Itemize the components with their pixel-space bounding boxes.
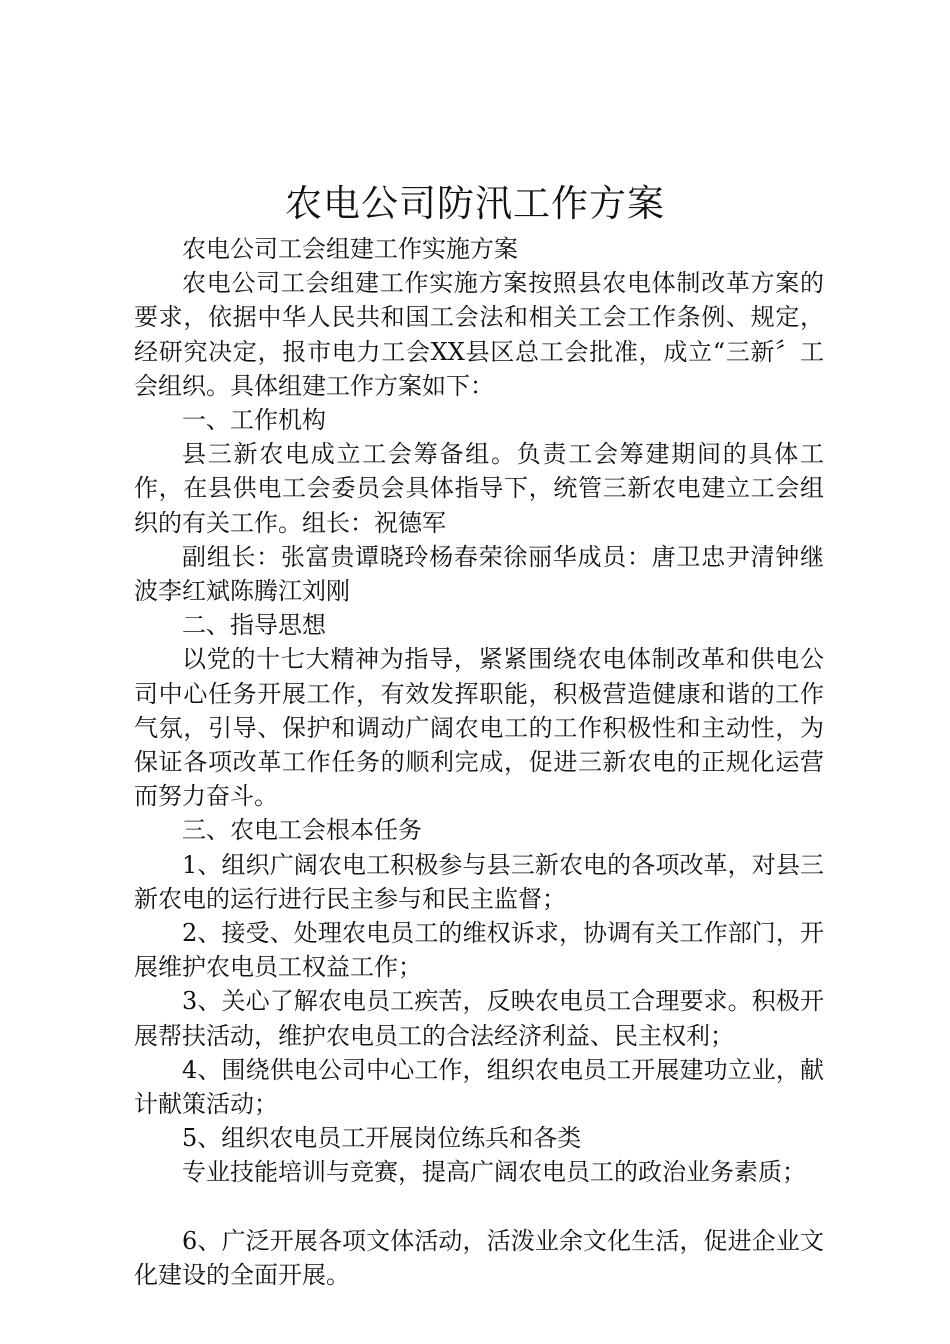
paragraph-guiding-thought: 以党的十七大精神为指导，紧紧围绕农电体制改革和供电公司中心任务开展工作，有效发挥职能，积极营造健康和谐的工作气氛，引导、保护和调动广阔农电工的工作积极性和主动性，为保证各项改革工作任务的顺利完成，促进三新农电的正规化运营而努力奋斗。	[134, 645, 824, 811]
task-item-5-continued: 专业技能培训与竞赛，提高广阔农电员工的政治业务素质；	[182, 1158, 806, 1187]
task-item-4: 4、围绕供电公司中心工作，组织农电员工开展建功立业，献计献策活动；	[134, 1055, 824, 1119]
section-heading-basic-tasks: 三、农电工会根本任务	[182, 816, 422, 845]
document-body	[134, 232, 824, 1292]
task-item-1: 1、组织广阔农电工积极参与县三新农电的各项改革，对县三新农电的运行进行民主参与和民主监督；	[134, 850, 824, 913]
paragraph-intro: 农电公司工会组建工作实施方案按照县农电体制改革方案的要求，依据中华人民共和国工会法和相关工会工作条例、规定，经研究决定，报市电力工会XX县区总工会批准，成立“三新〞工会组织。具体组建工作方案如下：	[134, 269, 824, 400]
document-title: 农电公司防汛工作方案	[285, 182, 665, 225]
paragraph-subtitle: 农电公司工会组建工作实施方案	[182, 235, 518, 263]
task-item-6: 6、广泛开展各项文体活动，活泼业余文化生活，促进企业文化建设的全面开展。	[134, 1226, 824, 1289]
task-item-3: 3、关心了解农电员工疾苦，反映农电员工合理要求。积极开展帮扶活动，维护农电员工的合法经济利益、民主权利；	[134, 987, 824, 1050]
section-heading-guiding-thought: 二、指导思想	[182, 611, 326, 640]
paragraph-members: 副组长：张富贵谭晓玲杨春荣徐丽华成员：唐卫忠尹清钟继波李红斌陈腾江刘刚	[134, 542, 824, 606]
paragraph-organization: 县三新农电成立工会筹备组。负责工会筹建期间的具体工作，在县供电工会委员会具体指导下，统管三新农电建立工会组织的有关工作。组长：祝德军	[134, 440, 824, 537]
task-item-5: 5、组织农电员工开展岗位练兵和各类	[182, 1124, 582, 1153]
section-heading-organization: 一、工作机构	[182, 406, 326, 435]
task-item-2: 2、接受、处理农电员工的维权诉求，协调有关工作部门，开展维护农电员工权益工作；	[134, 919, 824, 982]
